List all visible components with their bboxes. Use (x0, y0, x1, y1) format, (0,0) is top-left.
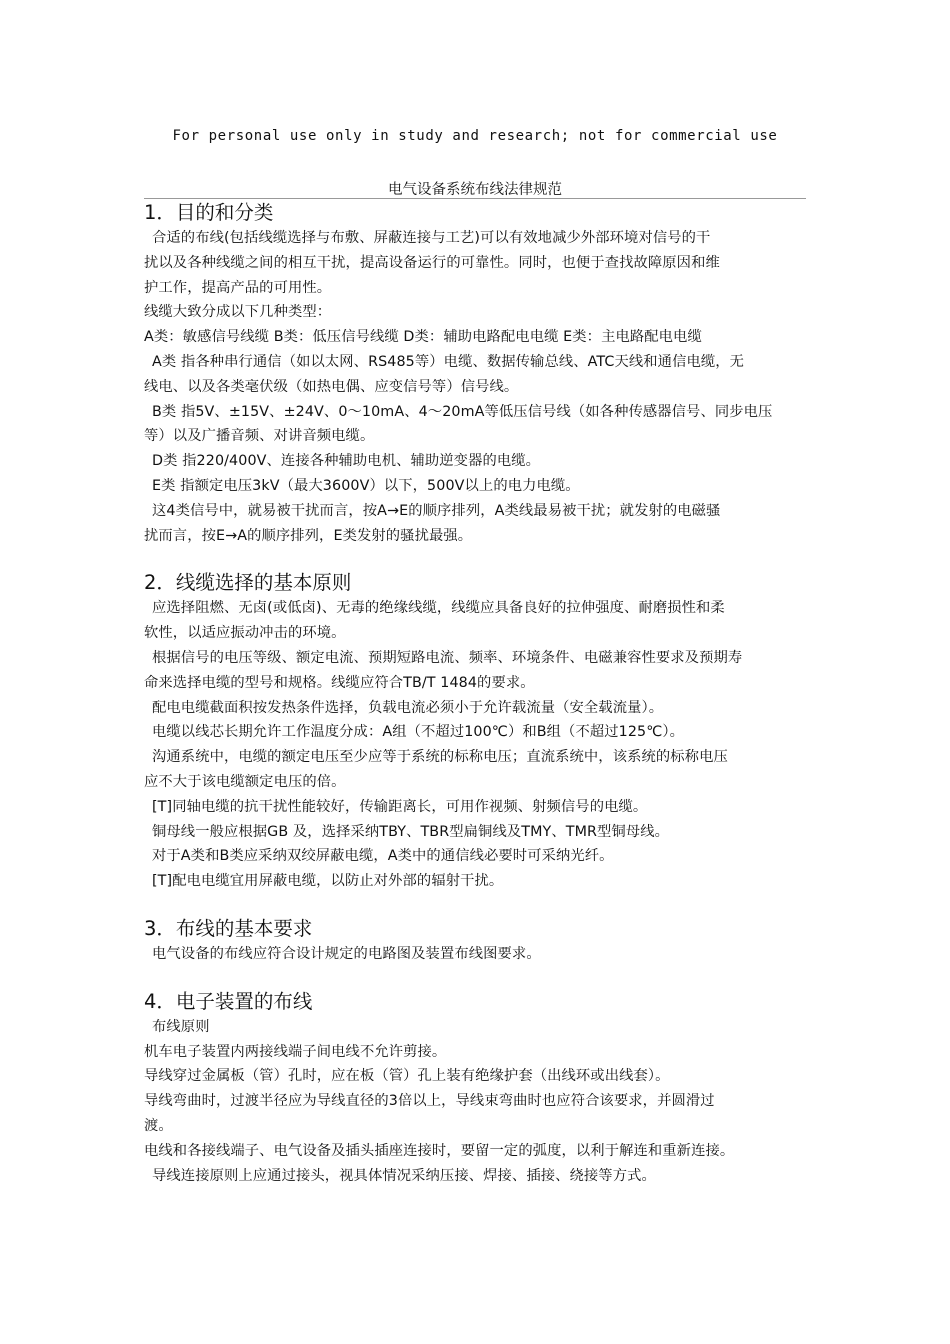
paragraph-line: 电线和各接线端子、电气设备及插头插座连接时，要留一定的弧度，以利于解连和重新连接。 (144, 1142, 735, 1159)
paragraph-line: 这4类信号中，就易被干扰而言，按A→E的顺序排列，A类线最易被干扰；就发射的电磁骚 (152, 502, 721, 519)
paragraph-line: 扰以及各种线缆之间的相互干扰，提高设备运行的可靠性。同时，也便于查找故障原因和维 (144, 254, 720, 271)
paragraph-line: 应选择阻燃、无卤(或低卤)、无毒的绝缘线缆，线缆应具备良好的拉伸强度、耐磨损性和柔 (152, 600, 725, 617)
paragraph-line: A类：敏感信号线缆 B类：低压信号线缆 D类：辅助电路配电电缆 E类：主电路配电电缆 (144, 329, 702, 346)
paragraph-line: 对于A类和B类应采纳双绞屏蔽电缆，A类中的通信线必要时可采纳光纤。 (152, 848, 614, 865)
section-gap (144, 894, 808, 916)
paragraph-line: 等）以及广播音频、对讲音频电缆。 (144, 428, 375, 445)
paragraph-line: 命来选择电缆的型号和规格。线缆应符合TB/T 1484的要求。 (144, 674, 535, 691)
paragraph-line: 铜母线一般应根据GB 及，选择采纳TBY、TBR型扁铜线及TMY、TMR型铜母线。 (152, 823, 670, 840)
paragraph-line: 线电、以及各类毫伏级（如热电偶、应变信号等）信号线。 (144, 378, 519, 395)
paragraph-line: 机车电子装置内两接线端子间电线不允许剪接。 (144, 1043, 447, 1060)
paragraph-line: 配电电缆截面积按发热条件选择，负载电流必须小于允许载流量（安全载流量）。 (152, 699, 664, 716)
section-heading: 2．线缆选择的基本原则 (144, 571, 352, 595)
paragraph-line: A类 指各种串行通信（如以太网、RS485等）电缆、数据传输总线、ATC天线和通信电缆，无 (152, 353, 745, 370)
paragraph-line: 沟通系统中，电缆的额定电压至少应等于系统的标称电压；直流系统中，该系统的标称电压 (152, 749, 728, 766)
paragraph-line: [T]配电电缆宜用屏蔽电缆，以防止对外部的辐射干扰。 (152, 873, 504, 890)
section-heading: 4．电子装置的布线 (144, 989, 313, 1013)
section-gap (144, 548, 808, 570)
paragraph-line: [T]同轴电缆的抗干扰性能较好，传输距离长，可用作视频、射频信号的电缆。 (152, 798, 648, 815)
paragraph-line: 导线弯曲时，过渡半径应为导线直径的3倍以上，导线束弯曲时也应符合该要求，并圆滑过 (144, 1093, 715, 1110)
document-title: 电气设备系统布线法律规范 (388, 182, 562, 198)
paragraph-line: 电缆以线芯长期允许工作温度分成：A组（不超过100℃）和B组（不超过125℃）。 (152, 724, 685, 741)
paragraph-line: 软性，以适应振动冲击的环境。 (144, 625, 346, 642)
paragraph-line: 电气设备的布线应符合设计规定的电路图及装置布线图要求。 (152, 945, 541, 962)
header-divider (144, 198, 806, 199)
section-gap (144, 967, 808, 989)
paragraph-line: 扰而言，按E→A的顺序排列，E类发射的骚扰最强。 (144, 527, 473, 544)
document-body (144, 200, 808, 1188)
section-heading: 3．布线的基本要求 (144, 916, 313, 940)
paragraph-line: 渡。 (144, 1117, 173, 1134)
paragraph-line: 根据信号的电压等级、额定电流、预期短路电流、频率、环境条件、电磁兼容性要求及预期寿 (152, 649, 743, 666)
paragraph-line: 合适的布线(包括线缆选择与布敷、屏蔽连接与工艺)可以有效地减少外部环境对信号的干 (152, 230, 711, 246)
paragraph-line: 线缆大致分成以下几种类型： (144, 304, 332, 321)
paragraph-line: 导线连接原则上应通过接头，视具体情况采纳压接、焊接、插接、绕接等方式。 (152, 1167, 656, 1184)
paragraph-line: D类 指220/400V、连接各种辅助电机、辅助逆变器的电缆。 (152, 453, 541, 470)
paragraph-line: B类 指5V、±15V、±24V、0～10mA、4～20mA等低压信号线（如各种传感器信号、同步电压 (152, 403, 773, 420)
paragraph-line: 布线原则 (152, 1018, 210, 1035)
paragraph-line: 应不大于该电缆额定电压的倍。 (144, 773, 346, 790)
paragraph-line: E类 指额定电压3kV（最大3600V）以下，500V以上的电力电缆。 (152, 477, 580, 494)
usage-notice: For personal use only in study and research; not for commercial use (172, 128, 778, 144)
paragraph-line: 护工作，提高产品的可用性。 (144, 279, 332, 296)
section-heading: 1．目的和分类 (144, 201, 274, 224)
paragraph-line: 导线穿过金属板（管）孔时，应在板（管）孔上装有绝缘护套（出线环或出线套）。 (144, 1068, 670, 1085)
